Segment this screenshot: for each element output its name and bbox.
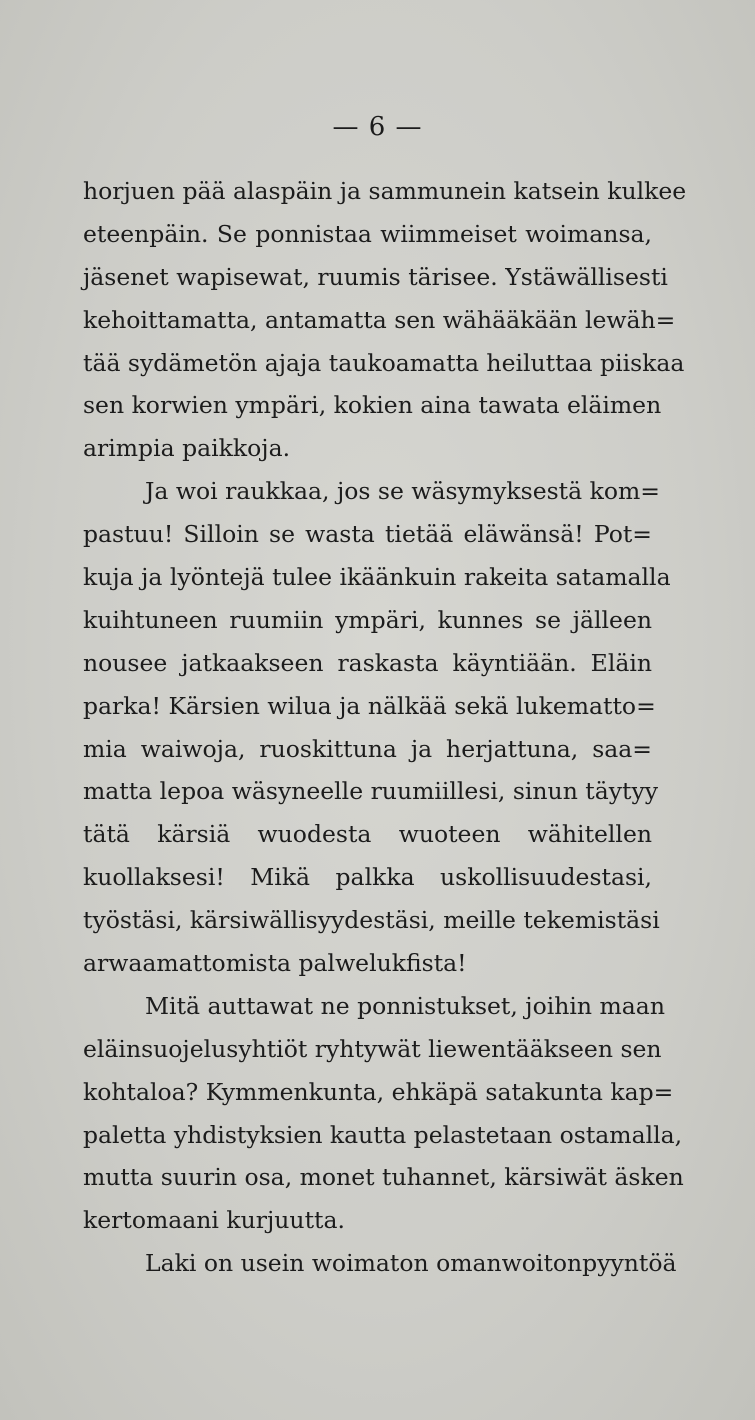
text-line: paletta yhdistyksien kautta pelastetaan ostamalla, [83,1120,683,1149]
page-number: — 6 — [332,112,423,142]
text-line: arwaamattomista palwelukfista! [83,949,467,978]
text-line: arimpia paikkoja. [83,434,291,463]
text-line: mia waiwoja, ruoskittuna ja herjattuna, saa= [83,734,652,763]
text-line: eläinsuojelusyhtiöt ryhtywät liewentääkseen sen [83,1034,662,1063]
text-line: eteenpäin. Se ponnistaa wiimmeiset woimansa, [83,219,652,248]
text-line: tää sydämetön ajaja taukoamatta heiluttaa piiskaa [83,348,685,377]
text-line: Laki on usein woimaton omanwoitonpyyntöä [145,1249,677,1278]
paragraph-3 [83,985,684,1242]
text-line: tätä kärsiä wuodesta wuoteen wähitellen [83,820,652,849]
paragraph-2 [83,470,671,985]
text-line: sen korwien ympäri, kokien aina tawata eläimen [83,391,662,420]
text-line: mutta suurin osa, monet tuhannet, kärsiwät äsken [83,1163,684,1192]
text-line: jäsenet wapisewat, ruumis tärisee. Ystäwällisesti [83,262,668,291]
text-line: parka! Kärsien wilua ja nälkää sekä lukematto= [83,691,656,720]
body-text [83,170,687,1285]
text-line: kuollaksesi! Mikä palkka uskollisuudestasi, [83,863,652,892]
paragraph-1 [83,170,687,470]
text-line: kehoittamatta, antamatta sen wähääkään lewäh= [83,305,676,334]
text-line: kertomaani kurjuutta. [83,1206,345,1235]
text-line: kuihtuneen ruumiin ympäri, kunnes se jälleen [83,605,652,634]
text-line: työstäsi, kärsiwällisyydestäsi, meille tekemistäsi [83,906,660,935]
text-line: nousee jatkaakseen raskasta käyntiään. Eläin [83,648,652,677]
text-line: Mitä auttawat ne ponnistukset, joihin maan [145,991,665,1020]
paragraph-4 [83,1242,677,1285]
text-line: kohtaloa? Kymmenkunta, ehkäpä satakunta kap= [83,1077,674,1106]
text-line: Ja woi raukkaa, jos se wäsymyksestä kom= [145,477,660,506]
text-line: matta lepoa wäsyneelle ruumiillesi, sinun täytyy [83,777,659,806]
text-line: kuja ja lyöntejä tulee ikäänkuin rakeita satamalla [83,563,671,592]
text-line: pastuu! Silloin se wasta tietää eläwänsä! Pot= [83,520,652,549]
text-line: horjuen pää alaspäin ja sammunein katsein kulkee [83,177,687,205]
